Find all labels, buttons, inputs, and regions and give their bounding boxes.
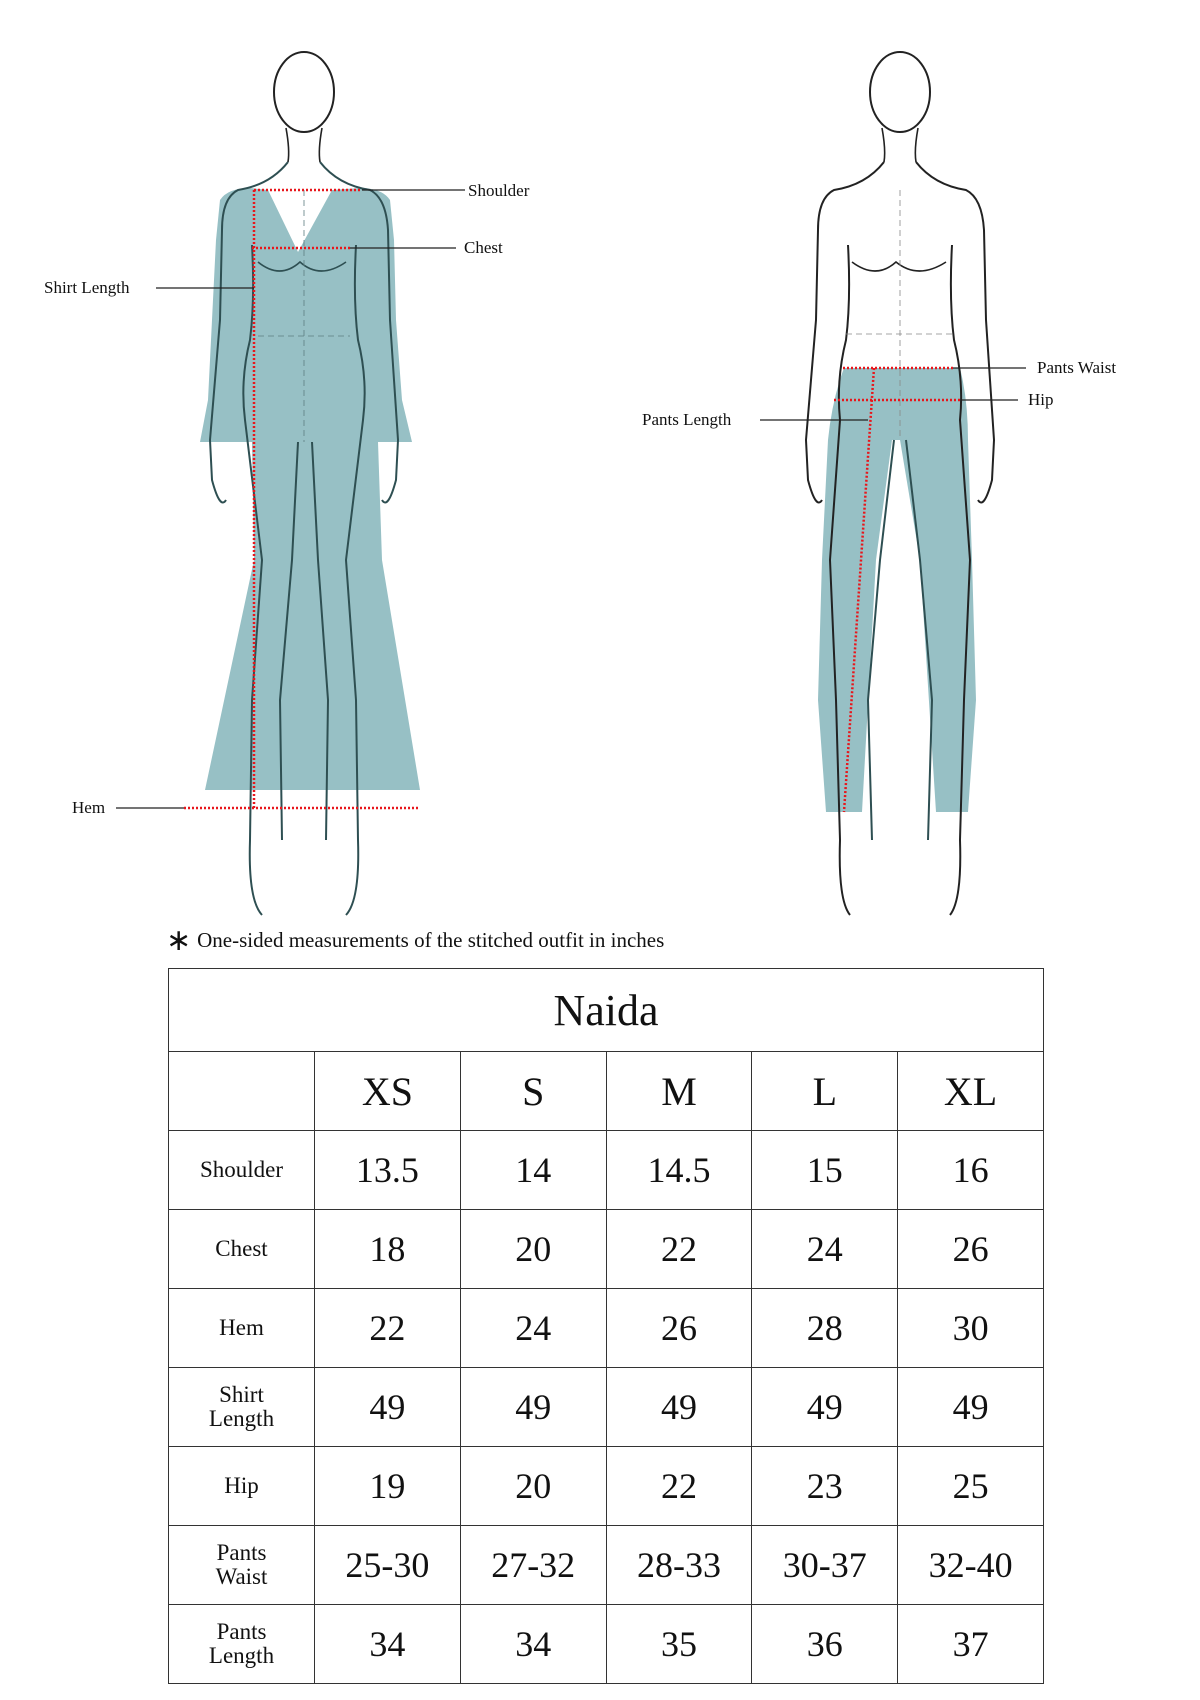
row-label: Pants Length	[169, 1605, 315, 1684]
table-cell: 36	[752, 1605, 898, 1684]
table-cell: 14	[460, 1131, 606, 1210]
table-cell: 23	[752, 1447, 898, 1526]
table-cell: 27-32	[460, 1526, 606, 1605]
table-cell: 37	[898, 1605, 1044, 1684]
size-header-xl: XL	[898, 1052, 1044, 1131]
table-cell: 24	[460, 1289, 606, 1368]
header-empty-cell	[169, 1052, 315, 1131]
table-row	[169, 1526, 1044, 1605]
table-row	[169, 1210, 1044, 1289]
table-cell: 35	[606, 1605, 752, 1684]
table-cell: 26	[606, 1289, 752, 1368]
table-cell: 19	[315, 1447, 461, 1526]
asterisk-icon: ∗	[166, 922, 192, 958]
row-label: Chest	[169, 1210, 315, 1289]
hip-label: Hip	[1028, 390, 1054, 409]
table-cell: 49	[460, 1368, 606, 1447]
table-cell: 13.5	[315, 1131, 461, 1210]
table-cell: 22	[315, 1289, 461, 1368]
table-cell: 32-40	[898, 1526, 1044, 1605]
table-cell: 30-37	[752, 1526, 898, 1605]
measurement-note	[166, 922, 665, 958]
table-title-row	[169, 969, 1044, 1052]
table-cell: 20	[460, 1210, 606, 1289]
table-cell: 34	[460, 1605, 606, 1684]
note-text: One-sided measurements of the stitched outfit in inches	[197, 928, 665, 952]
table-cell: 24	[752, 1210, 898, 1289]
table-cell: 49	[606, 1368, 752, 1447]
row-label: Hip	[169, 1447, 315, 1526]
size-header-xs: XS	[315, 1052, 461, 1131]
table-cell: 28-33	[606, 1526, 752, 1605]
row-label: Shirt Length	[169, 1368, 315, 1447]
table-cell: 18	[315, 1210, 461, 1289]
table-cell: 25	[898, 1447, 1044, 1526]
size-header-s: S	[460, 1052, 606, 1131]
size-header-m: M	[606, 1052, 752, 1131]
table-cell: 20	[460, 1447, 606, 1526]
table-cell: 15	[752, 1131, 898, 1210]
hem-label: Hem	[72, 798, 106, 817]
table-cell: 34	[315, 1605, 461, 1684]
size-header-l: L	[752, 1052, 898, 1131]
size-chart-table	[168, 968, 1044, 1684]
shoulder-label: Shoulder	[468, 181, 530, 200]
pants-waist-label: Pants Waist	[1037, 358, 1117, 377]
table-row	[169, 1368, 1044, 1447]
table-cell: 30	[898, 1289, 1044, 1368]
table-row	[169, 1131, 1044, 1210]
table-header-row	[169, 1052, 1044, 1131]
shirt-length-label: Shirt Length	[44, 278, 130, 297]
pants-length-label: Pants Length	[642, 410, 732, 429]
table-cell: 49	[898, 1368, 1044, 1447]
table-cell: 28	[752, 1289, 898, 1368]
table-cell: 49	[752, 1368, 898, 1447]
table-row	[169, 1605, 1044, 1684]
table-title: Naida	[169, 969, 1044, 1052]
row-label: Hem	[169, 1289, 315, 1368]
table-cell: 26	[898, 1210, 1044, 1289]
table-cell: 22	[606, 1447, 752, 1526]
table-cell: 16	[898, 1131, 1044, 1210]
table-cell: 49	[315, 1368, 461, 1447]
table-cell: 25-30	[315, 1526, 461, 1605]
table-row	[169, 1289, 1044, 1368]
row-label: Shoulder	[169, 1131, 315, 1210]
table-row	[169, 1447, 1044, 1526]
table-cell: 14.5	[606, 1131, 752, 1210]
table-cell: 22	[606, 1210, 752, 1289]
dress-figure-illustration	[116, 52, 465, 915]
chest-label: Chest	[464, 238, 503, 257]
row-label: Pants Waist	[169, 1526, 315, 1605]
pants-figure-illustration	[760, 52, 1026, 915]
